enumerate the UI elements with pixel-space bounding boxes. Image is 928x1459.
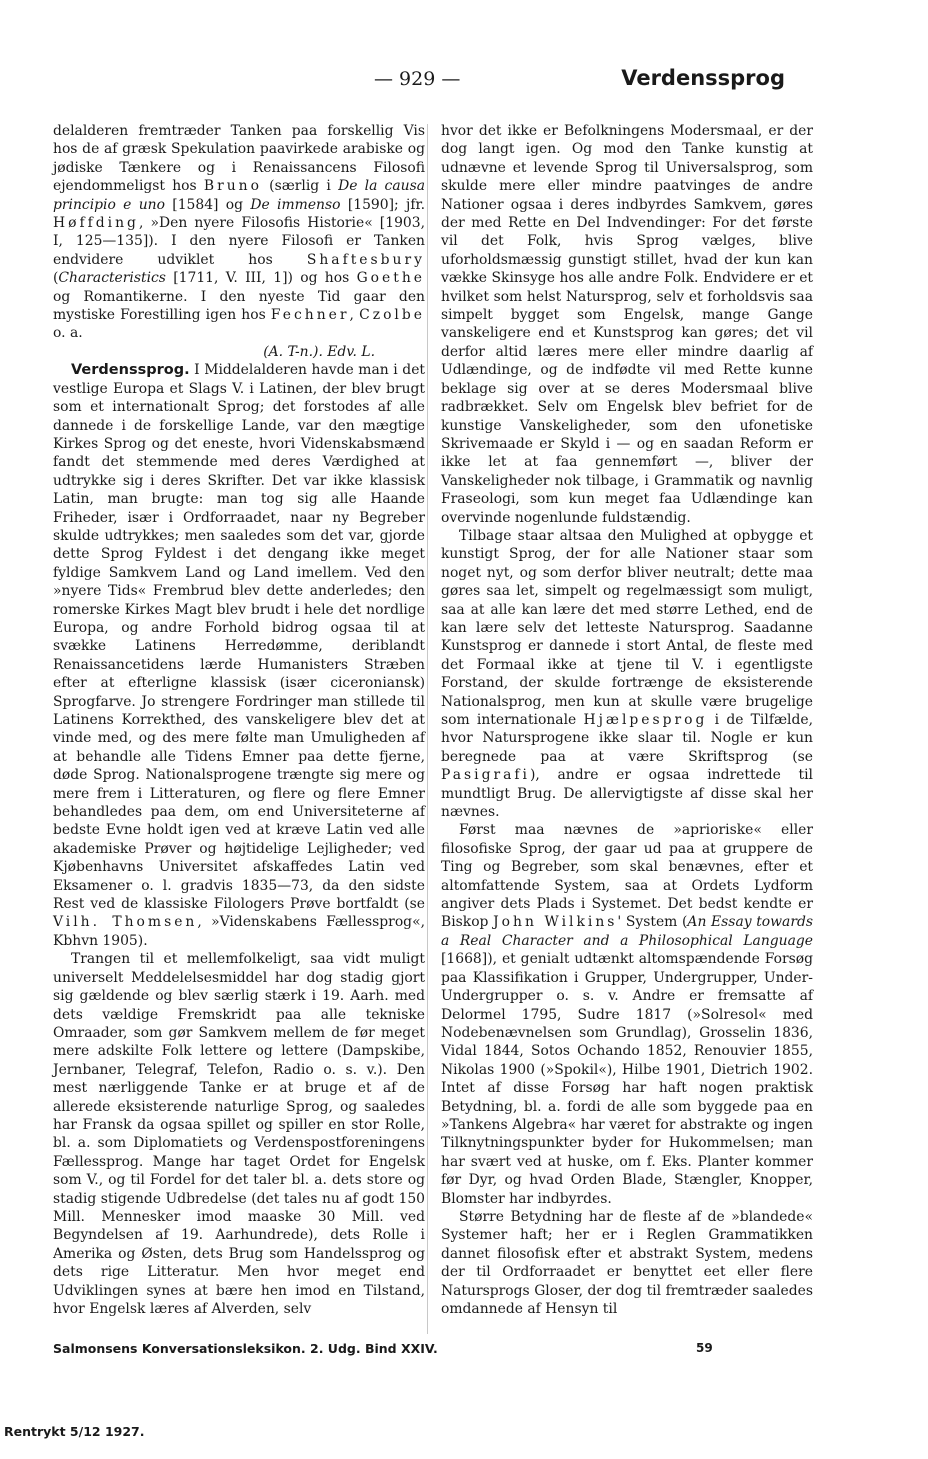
text-run: delalderen fremtræder Tanken paa forskellig Vis hos de af græsk Spekulation paavirkede arabiske og jødiske Tænkere og i Renaissancens Filosofi ejendommeligst hos xyxy=(53,123,425,195)
sheet-number: 59 xyxy=(696,1341,713,1355)
spaced-name: John Wilkins xyxy=(493,914,618,931)
text-run: og Romantikerne. I den nyeste Tid gaar den mystiske Forestilling igen hos xyxy=(53,288,425,324)
running-head: Verdenssprog xyxy=(621,66,785,90)
spaced-name: Czolbe xyxy=(359,307,425,324)
text-run: (særlig i xyxy=(261,178,339,195)
text-run: i de Tilfælde, hvor Natursprogene ikke slaar til. Nogle er kun beregnede paa at være Skriftsprog (se xyxy=(441,712,813,765)
column-divider xyxy=(427,124,428,1334)
page-number: — 929 — xyxy=(374,68,461,90)
italic-title: De la causa principio e uno xyxy=(53,178,425,213)
paragraph xyxy=(53,950,425,1318)
spaced-name: Fechner xyxy=(270,307,350,324)
spaced-name: Vilh. Thomsen xyxy=(53,914,198,931)
spaced-name: Shaftesbury xyxy=(306,251,425,268)
text-run: ' System ( xyxy=(617,914,688,931)
page-header xyxy=(0,68,928,98)
text-run: [1668]), et genialt udtænkt altomspændende Forsøg paa Klassifikation i Grupper, Undergrupper, Under-Undergrupper o. s. v. Andre er fremsatte af Delormel 1795, Sudre 1817 (»Solresol« med Nodebenævnelsen som Grundlag), Grosselin 1836, Vidal 1844, Sotos Ochando 1852, Renouvier 1855, Nikolas 1900 (»Spokil«), Hilbe 1901, Dietrich 1902. Intet af disse Forsøg har haft nogen praktisk Betydning, bl. a. fordi de alle som byggede paa en »Tankens Algebra« har været for abstrakte og ingen Tilknytningspunkter byder for Hukommelsen; man har svært ved at huske, om f. Eks. Planter kommer før Dyr, og hvad Orden Blade, Stængler, Knopper, Blomster har indbyrdes. xyxy=(441,951,813,1207)
spaced-name: Bruno xyxy=(203,178,262,195)
text-run: o. a. xyxy=(53,325,83,342)
paragraph xyxy=(441,821,813,1208)
text-run: Først maa nævnes de »aprioriske« eller filosofiske Sprog, der gaar ud paa at gruppere de Ting og Begreber, som skal benævnes, efter et altomfattende System, saa at Ordets Lydform angiver dets Plads i Systemet. Det bedst kendte er Biskop xyxy=(441,822,813,931)
footer-publication: Salmonsens Konversationsleksikon. 2. Udg. Bind XXIV. xyxy=(53,1341,438,1356)
italic-title: De immenso xyxy=(250,196,341,213)
paragraph xyxy=(53,122,425,343)
text-run: Større Betydning har de fleste af de »blandede« Systemer haft; her er i Reglen Grammatikken dannet filosofisk efter et abstrakt System, medens der til Ordforraadet er benyttet eet eller flere Natursprogs Gloser, der dog til fremtræder saaledes omdannede af Hensyn til xyxy=(441,1208,813,1317)
author-signature: (A. T-n.). Edv. L. xyxy=(263,343,375,360)
entry-verdenssprog xyxy=(53,361,425,950)
paragraph xyxy=(441,122,813,527)
text-run: , xyxy=(349,307,360,324)
italic-title: Characteristics xyxy=(58,270,166,287)
text-run: [1584] og xyxy=(164,196,251,213)
text-run: [1711, V. III, 1]) og hos xyxy=(165,270,357,287)
paragraph xyxy=(441,527,813,822)
text-run: , »Videnskabens Fællessprog«, Kbhvn 1905). xyxy=(53,914,425,949)
left-column xyxy=(53,122,425,1318)
italic-title: An Essay towards a Real Character and a Philosophical Language xyxy=(441,914,813,949)
right-column xyxy=(441,122,813,1318)
reprint-note: Rentrykt 5/12 1927. xyxy=(4,1424,145,1439)
text-run: I Middelalderen havde man i det vestlige Europa et Slags V. i Latinen, der blev brugt som et internationalt Sprog; det forstodes af alle dannede i de forskellige Lande, var den mægtige Kirkes Sprog og det eneste, hvori Videnskabsmænd fandt det stemmende med deres Værdighed at udtrykke sig i deres Skrifter. Det var ikke klassisk Latin, man brugte: man tog sig alle Haande Friheder, især i Ordforraadet, naar ny Begreber skulde udtrykkes; men saaledes som det var, gjorde dette Sprog Fyldest i det dengang ikke meget fyldige Samkvem Land og Land imellem. Ved den »nyere Tids« Frembrud blev dette anderledes; den romerske Kirkes Magt blev brudt i hele det nordlige Europa, og andre Forhold bidrog ogsaa til at svække Latinens Herredømme, deriblandt Renaissancetidens lærde Humanisters Stræben efter at efterligne klassisk (især ciceroniansk) Sprogfarve. Jo strengere Fordringer man stillede til Latinens Korrekthed, des vanskeligere blev det at vinde med, og des mere følte man Umuligheden af at behandle alle Tidens Emner paa dette fjerne, døde Sprog. Nationalsprogene trængte sig mere og mere frem i Litteraturen, og flere og flere Emner behandledes paa dem, om end Universiteterne af bedste Evne holdt igen ved at kræve Latin ved alle akademiske Prøver og højtidelige Lejligheder; ved Kjøbenhavns Universitet afskaffedes Latin ved Eksamener o. l. gradvis 1835—73, da den sidste Rest ved de klassiske Filologers Prøve bortfaldt (se xyxy=(53,362,425,913)
spaced-name: Hjælpesprog xyxy=(583,712,708,728)
text-run: hvor det ikke er Befolkningens Modersmaal, er der dog langt igen. Og mod den Tanke kunstig at udnævne et levende Sprog til Universalsprog, som skulde mere eller mindre paatvinges de andre Nationer ogsaa i deres indbyrdes Samkvem, gøres der med Rette en Del Indvendinger: For det første vil det Folk, hvis Sprog vælges, blive uforholdsmæssig gunstigt stillet, hvad der kun kan vække Skinsyge hos alle andre Folk. Endvidere er et hvilket som helst Natursprog, selv et forholdsvis saa simpelt bygget som Engelsk, mange Gange vanskeligere end et Kunstsprog kan gøres; det vil derfor altid læres mere eller mindre daarlig af Udlændinge, og de indfødte vil med Rette kunne beklage sig over at se deres Modersmaal blive radbrækket. Selv om Engelsk blev befriet for de kunstige Vanskeligheder, som den ufonetiske Skrivemaade er Skyld i — og en saadan Reform er ikke let at faa gennemført —, bliver der Vanskeligheder nok tilbage, i Grammatik og navnlig Fraseologi, som kun meget faa Udlændinge kan overvinde nogenlunde fuldstændig. xyxy=(441,123,813,526)
text-run: Tilbage staar altsaa den Mulighed at opbygge et kunstigt Sprog, der for alle Nationer staar som noget nyt, og som derfor bliver neutralt; dette maa gøres saa let, simpelt og regelmæssigt som muligt, saa at alle kan lære det med større Lethed, end de kan lære selv det letteste Natursprog. Saadanne Kunstsprog er dannede i stort Antal, de fleste med det Formaal ikke at tjene til V. i egentligste Forstand, der skulde fortrænge de eksisterende Nationalsprog, men kun at skulle være brugelige som internationale xyxy=(441,527,813,728)
text-run: Trangen til et mellemfolkeligt, saa vidt muligt universelt Meddelelsesmiddel har dog stadig gjort sig gældende og blev særlig stærk i 19. Aarh. med dets vældige Fremskridt paa alle tekniske Omraader, som gør Samkvem mellem de før meget mere adskilte Folk lettere og lettere (Dampskibe, Jernbaner, Telegraf, Telefon, Radio o. s. v.). Den mest nærliggende Tanke er at bruge et af de allerede eksisterende naturlige Sprog, og saaledes har Fransk da ogsaa spillet og spiller en stor Rolle, bl. a. som Diplomatiets og Verdenspostforeningens Fællessprog. Mange har taget Ordet for Engelsk som V., og til Fordel for det taler bl. a. dets store og stadig stigende Udbredelse (det tales nu af godt 150 Mill. Mennesker imod maaske 30 Mill. ved Begyndelsen af 19. Aarhundrede), dets Rolle i Amerika og Østen, dets Brug som Handelssprog og dets rige Litteratur. Men hvor meget end Udviklingen synes at bære hen imod en Tilstand, hvor Engelsk læres af Alverden, selv xyxy=(53,951,425,1317)
spaced-name: Pasigrafi xyxy=(441,767,530,784)
text-run: [1590]; jfr. xyxy=(340,196,425,213)
text-run: , »Den nyere Filosofis Historie« [1903, I, 125—135]). I den nyere Filosofi er Tanken endvidere udviklet hos xyxy=(53,215,425,268)
text-run: ( xyxy=(53,270,59,287)
spaced-name: Høffding xyxy=(53,215,139,232)
text-run: ), andre er ogsaa indrettede til mundtligt Brug. De allervigtigste af disse skal her nævnes. xyxy=(441,767,813,821)
entry-headword: Verdenssprog. xyxy=(71,362,190,379)
spaced-name: Goethe xyxy=(356,270,425,287)
paragraph xyxy=(441,1208,813,1318)
